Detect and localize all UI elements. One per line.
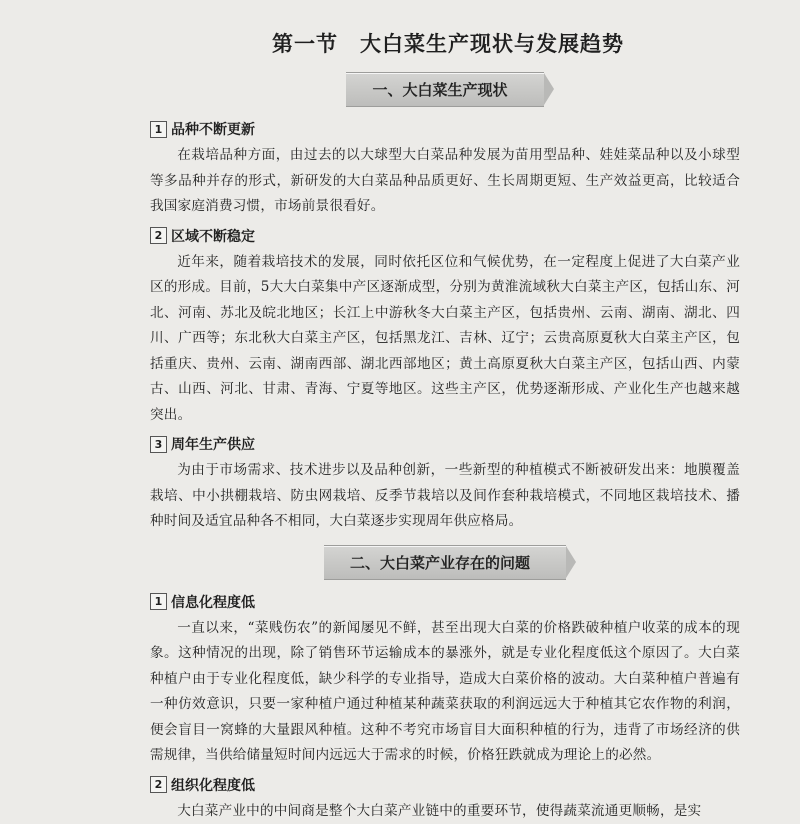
subsection-number: 1 — [150, 593, 167, 610]
section-banner-1 — [150, 72, 740, 107]
section-title-2: 二、大白菜产业存在的问题 — [324, 545, 566, 580]
subsection-title: 组织化程度低 — [171, 775, 255, 795]
subsection-number: 1 — [150, 121, 167, 138]
section-title-1: 一、大白菜生产现状 — [346, 72, 543, 107]
paragraph: 为由于市场需求、技术进步以及品种创新，一些新型的种植模式不断被研发出来：地膜覆盖栽培、中小拱棚栽培、防虫网栽培、反季节栽培以及间作套种栽培模式，不同地区栽培技术、播种时间及适宜品种各不相同，大白菜逐步实现周年供应格局。 — [150, 458, 740, 535]
paragraph: 近年来，随着栽培技术的发展，同时依托区位和气候优势，在一定程度上促进了大白菜产业区的形成。目前，5大大白菜集中产区逐渐成型，分别为黄淮流域秋大白菜主产区，包括山东、河北、河南、苏北及皖北地区；长江上中游秋冬大白菜主产区，包括贵州、云南、湖南、湖北、四川、广西等；东北秋大白菜主产区，包括黑龙江、吉林、辽宁；云贵高原夏秋大白菜主产区，包括重庆、贵州、云南、湖南西部、湖北西部地区；黄土高原夏秋大白菜主产区，包括山西、内蒙古、山西、河北、甘肃、青海、宁夏等地区。这些主产区，优势逐渐形成、产业化生产也越来越突出。 — [150, 250, 740, 429]
subsection-heading-2-2 — [150, 775, 740, 795]
subsection-title: 周年生产供应 — [171, 434, 255, 454]
subsection-heading-1-1 — [150, 119, 740, 139]
subsection-title: 信息化程度低 — [171, 592, 255, 612]
subsection-heading-1-3 — [150, 434, 740, 454]
subsection-title: 品种不断更新 — [171, 119, 255, 139]
paragraph: 在栽培品种方面，由过去的以大球型大白菜品种发展为苗用型品种、娃娃菜品种以及小球型等多品种并存的形式，新研发的大白菜品种品质更好、生长周期更短、生产效益更高，比较适合我国家庭消费习惯，市场前景很看好。 — [150, 143, 740, 220]
subsection-heading-2-1 — [150, 592, 740, 612]
chapter-title: 第一节 大白菜生产现状与发展趋势 — [150, 28, 740, 58]
subsection-number: 3 — [150, 436, 167, 453]
paragraph: 大白菜产业中的中间商是整个大白菜产业链中的重要环节，使得蔬菜流通更顺畅，是实 — [150, 799, 740, 824]
subsection-number: 2 — [150, 227, 167, 244]
subsection-title: 区域不断稳定 — [171, 226, 255, 246]
subsection-heading-1-2 — [150, 226, 740, 246]
section-banner-2 — [150, 545, 740, 580]
paragraph: 一直以来，“菜贱伤农”的新闻屡见不鲜，甚至出现大白菜的价格跌破种植户收菜的成本的现象。这种情况的出现，除了销售环节运输成本的暴涨外，就是专业化程度低这个原因了。大白菜种植户由于专业化程度低，缺少科学的专业指导，造成大白菜价格的波动。大白菜种植户普遍有一种仿效意识，只要一家种植户通过种植某种蔬菜获取的利润远远大于种植其它农作物的利润，便会盲目一窝蜂的大量跟风种植。这种不考究市场盲目大面积种植的行为，违背了市场经济的供需规律，当供给储量短时间内远远大于需求的时候，价格狂跌就成为理论上的必然。 — [150, 616, 740, 769]
subsection-number: 2 — [150, 776, 167, 793]
